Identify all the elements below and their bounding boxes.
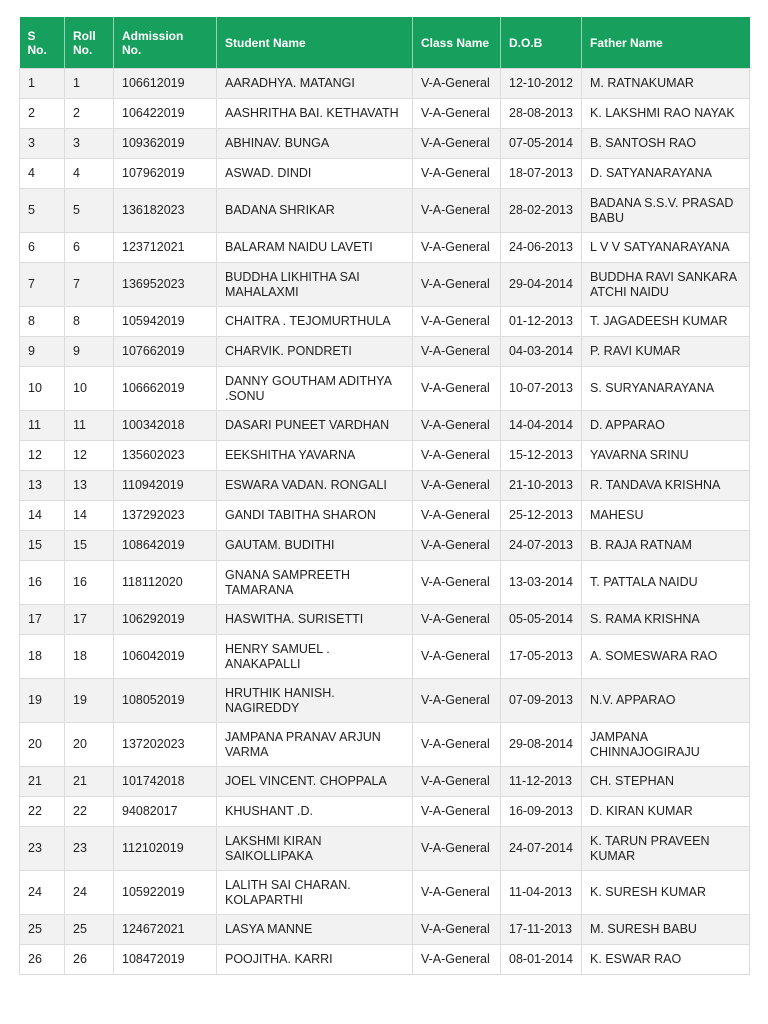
table-row bbox=[20, 605, 750, 635]
cell-roll-no: 10 bbox=[65, 367, 114, 411]
cell-dob: 21-10-2013 bbox=[501, 471, 582, 501]
cell-dob: 28-08-2013 bbox=[501, 99, 582, 129]
cell-father-name: R. TANDAVA KRISHNA bbox=[582, 471, 750, 501]
cell-dob: 12-10-2012 bbox=[501, 69, 582, 99]
cell-class-name: V-A-General bbox=[413, 501, 501, 531]
cell-s-no: 1 bbox=[20, 69, 65, 99]
cell-s-no: 4 bbox=[20, 159, 65, 189]
cell-s-no: 15 bbox=[20, 531, 65, 561]
cell-father-name: A. SOMESWARA RAO bbox=[582, 635, 750, 679]
header-admission-no-line2: No. bbox=[122, 42, 142, 57]
cell-roll-no: 3 bbox=[65, 129, 114, 159]
cell-roll-no: 11 bbox=[65, 411, 114, 441]
header-s-no-line2: No. bbox=[27, 42, 47, 57]
cell-student-name: LAKSHMI KIRAN SAIKOLLIPAKA bbox=[217, 827, 413, 871]
cell-class-name: V-A-General bbox=[413, 797, 501, 827]
cell-admission-no: 106612019 bbox=[114, 69, 217, 99]
cell-s-no: 25 bbox=[20, 915, 65, 945]
cell-student-name: HASWITHA. SURISETTI bbox=[217, 605, 413, 635]
cell-dob: 04-03-2014 bbox=[501, 337, 582, 367]
cell-roll-no: 9 bbox=[65, 337, 114, 367]
cell-roll-no: 26 bbox=[65, 945, 114, 975]
cell-class-name: V-A-General bbox=[413, 561, 501, 605]
cell-admission-no: 108642019 bbox=[114, 531, 217, 561]
header-admission-no-line1: Admission bbox=[122, 28, 184, 43]
cell-admission-no: 106422019 bbox=[114, 99, 217, 129]
cell-s-no: 21 bbox=[20, 767, 65, 797]
header-roll-no-line2: No. bbox=[73, 42, 93, 57]
cell-dob: 29-08-2014 bbox=[501, 723, 582, 767]
cell-s-no: 14 bbox=[20, 501, 65, 531]
table-row bbox=[20, 337, 750, 367]
cell-student-name: CHARVIK. PONDRETI bbox=[217, 337, 413, 367]
cell-roll-no: 20 bbox=[65, 723, 114, 767]
cell-student-name: JOEL VINCENT. CHOPPALA bbox=[217, 767, 413, 797]
cell-dob: 08-01-2014 bbox=[501, 945, 582, 975]
cell-admission-no: 105922019 bbox=[114, 871, 217, 915]
cell-roll-no: 2 bbox=[65, 99, 114, 129]
cell-student-name: POOJITHA. KARRI bbox=[217, 945, 413, 975]
header-s-no bbox=[20, 17, 65, 69]
table-row bbox=[20, 233, 750, 263]
header-roll-no bbox=[65, 17, 114, 69]
cell-father-name: BADANA S.S.V. PRASAD BABU bbox=[582, 189, 750, 233]
cell-student-name: ABHINAV. BUNGA bbox=[217, 129, 413, 159]
header-roll-no-line1: Roll bbox=[73, 28, 96, 43]
cell-class-name: V-A-General bbox=[413, 679, 501, 723]
cell-s-no: 12 bbox=[20, 441, 65, 471]
cell-father-name: N.V. APPARAO bbox=[582, 679, 750, 723]
cell-student-name: ESWARA VADAN. RONGALI bbox=[217, 471, 413, 501]
cell-dob: 17-11-2013 bbox=[501, 915, 582, 945]
cell-roll-no: 12 bbox=[65, 441, 114, 471]
cell-father-name: MAHESU bbox=[582, 501, 750, 531]
table-row bbox=[20, 723, 750, 767]
cell-father-name: K. TARUN PRAVEEN KUMAR bbox=[582, 827, 750, 871]
table-row bbox=[20, 263, 750, 307]
cell-dob: 13-03-2014 bbox=[501, 561, 582, 605]
cell-admission-no: 137202023 bbox=[114, 723, 217, 767]
header-row bbox=[20, 17, 750, 69]
cell-student-name: DANNY GOUTHAM ADITHYA .SONU bbox=[217, 367, 413, 411]
cell-s-no: 20 bbox=[20, 723, 65, 767]
cell-student-name: EEKSHITHA YAVARNA bbox=[217, 441, 413, 471]
cell-class-name: V-A-General bbox=[413, 915, 501, 945]
cell-class-name: V-A-General bbox=[413, 767, 501, 797]
cell-father-name: CH. STEPHAN bbox=[582, 767, 750, 797]
cell-class-name: V-A-General bbox=[413, 411, 501, 441]
table-row bbox=[20, 561, 750, 605]
cell-roll-no: 1 bbox=[65, 69, 114, 99]
cell-roll-no: 17 bbox=[65, 605, 114, 635]
cell-student-name: LALITH SAI CHARAN. KOLAPARTHI bbox=[217, 871, 413, 915]
cell-s-no: 26 bbox=[20, 945, 65, 975]
cell-s-no: 6 bbox=[20, 233, 65, 263]
table-row bbox=[20, 501, 750, 531]
cell-class-name: V-A-General bbox=[413, 263, 501, 307]
cell-student-name: HENRY SAMUEL . ANAKAPALLI bbox=[217, 635, 413, 679]
cell-s-no: 8 bbox=[20, 307, 65, 337]
cell-father-name: L V V SATYANARAYANA bbox=[582, 233, 750, 263]
cell-s-no: 24 bbox=[20, 871, 65, 915]
cell-admission-no: 136952023 bbox=[114, 263, 217, 307]
cell-dob: 11-12-2013 bbox=[501, 767, 582, 797]
cell-student-name: HRUTHIK HANISH. NAGIREDDY bbox=[217, 679, 413, 723]
table-row bbox=[20, 871, 750, 915]
cell-dob: 24-07-2014 bbox=[501, 827, 582, 871]
cell-s-no: 18 bbox=[20, 635, 65, 679]
cell-class-name: V-A-General bbox=[413, 945, 501, 975]
cell-dob: 29-04-2014 bbox=[501, 263, 582, 307]
cell-admission-no: 137292023 bbox=[114, 501, 217, 531]
table-row bbox=[20, 945, 750, 975]
cell-admission-no: 112102019 bbox=[114, 827, 217, 871]
cell-class-name: V-A-General bbox=[413, 723, 501, 767]
cell-admission-no: 94082017 bbox=[114, 797, 217, 827]
table-row bbox=[20, 99, 750, 129]
table-row bbox=[20, 307, 750, 337]
cell-roll-no: 24 bbox=[65, 871, 114, 915]
cell-s-no: 3 bbox=[20, 129, 65, 159]
cell-class-name: V-A-General bbox=[413, 99, 501, 129]
cell-father-name: K. LAKSHMI RAO NAYAK bbox=[582, 99, 750, 129]
cell-father-name: S. RAMA KRISHNA bbox=[582, 605, 750, 635]
cell-father-name: BUDDHA RAVI SANKARA ATCHI NAIDU bbox=[582, 263, 750, 307]
cell-s-no: 5 bbox=[20, 189, 65, 233]
cell-admission-no: 109362019 bbox=[114, 129, 217, 159]
cell-student-name: LASYA MANNE bbox=[217, 915, 413, 945]
cell-student-name: JAMPANA PRANAV ARJUN VARMA bbox=[217, 723, 413, 767]
header-father-name: Father Name bbox=[582, 17, 750, 69]
table-row bbox=[20, 915, 750, 945]
cell-s-no: 13 bbox=[20, 471, 65, 501]
header-class-name: Class Name bbox=[413, 17, 501, 69]
table-row bbox=[20, 679, 750, 723]
cell-student-name: ASWAD. DINDI bbox=[217, 159, 413, 189]
cell-father-name: D. SATYANARAYANA bbox=[582, 159, 750, 189]
cell-roll-no: 4 bbox=[65, 159, 114, 189]
cell-dob: 07-09-2013 bbox=[501, 679, 582, 723]
cell-roll-no: 7 bbox=[65, 263, 114, 307]
table-row bbox=[20, 69, 750, 99]
cell-roll-no: 23 bbox=[65, 827, 114, 871]
cell-roll-no: 18 bbox=[65, 635, 114, 679]
cell-roll-no: 5 bbox=[65, 189, 114, 233]
cell-father-name: B. RAJA RATNAM bbox=[582, 531, 750, 561]
table-row bbox=[20, 189, 750, 233]
cell-dob: 16-09-2013 bbox=[501, 797, 582, 827]
table-body bbox=[20, 69, 750, 975]
cell-class-name: V-A-General bbox=[413, 307, 501, 337]
cell-roll-no: 19 bbox=[65, 679, 114, 723]
cell-father-name: M. SURESH BABU bbox=[582, 915, 750, 945]
cell-father-name: JAMPANA CHINNAJOGIRAJU bbox=[582, 723, 750, 767]
cell-dob: 18-07-2013 bbox=[501, 159, 582, 189]
cell-student-name: CHAITRA . TEJOMURTHULA bbox=[217, 307, 413, 337]
cell-father-name: D. APPARAO bbox=[582, 411, 750, 441]
cell-student-name: GNANA SAMPREETH TAMARANA bbox=[217, 561, 413, 605]
cell-class-name: V-A-General bbox=[413, 69, 501, 99]
cell-roll-no: 22 bbox=[65, 797, 114, 827]
cell-class-name: V-A-General bbox=[413, 233, 501, 263]
student-list-table bbox=[19, 17, 750, 975]
cell-admission-no: 105942019 bbox=[114, 307, 217, 337]
cell-admission-no: 124672021 bbox=[114, 915, 217, 945]
cell-admission-no: 108052019 bbox=[114, 679, 217, 723]
cell-father-name: K. SURESH KUMAR bbox=[582, 871, 750, 915]
cell-admission-no: 108472019 bbox=[114, 945, 217, 975]
cell-roll-no: 14 bbox=[65, 501, 114, 531]
cell-admission-no: 106042019 bbox=[114, 635, 217, 679]
cell-admission-no: 106662019 bbox=[114, 367, 217, 411]
cell-class-name: V-A-General bbox=[413, 605, 501, 635]
table-row bbox=[20, 531, 750, 561]
table-row bbox=[20, 767, 750, 797]
cell-class-name: V-A-General bbox=[413, 189, 501, 233]
cell-dob: 17-05-2013 bbox=[501, 635, 582, 679]
table-header bbox=[20, 17, 750, 69]
cell-dob: 24-07-2013 bbox=[501, 531, 582, 561]
cell-admission-no: 106292019 bbox=[114, 605, 217, 635]
cell-father-name: YAVARNA SRINU bbox=[582, 441, 750, 471]
cell-class-name: V-A-General bbox=[413, 871, 501, 915]
cell-admission-no: 110942019 bbox=[114, 471, 217, 501]
header-student-name: Student Name bbox=[217, 17, 413, 69]
cell-s-no: 17 bbox=[20, 605, 65, 635]
cell-student-name: DASARI PUNEET VARDHAN bbox=[217, 411, 413, 441]
cell-father-name: K. ESWAR RAO bbox=[582, 945, 750, 975]
cell-s-no: 9 bbox=[20, 337, 65, 367]
table-row bbox=[20, 635, 750, 679]
cell-class-name: V-A-General bbox=[413, 471, 501, 501]
cell-student-name: GAUTAM. BUDITHI bbox=[217, 531, 413, 561]
cell-dob: 28-02-2013 bbox=[501, 189, 582, 233]
cell-admission-no: 118112020 bbox=[114, 561, 217, 605]
cell-admission-no: 107962019 bbox=[114, 159, 217, 189]
cell-s-no: 19 bbox=[20, 679, 65, 723]
cell-s-no: 2 bbox=[20, 99, 65, 129]
cell-dob: 01-12-2013 bbox=[501, 307, 582, 337]
table-row bbox=[20, 159, 750, 189]
table-row bbox=[20, 441, 750, 471]
header-s-no-line1: S bbox=[27, 28, 36, 43]
cell-dob: 24-06-2013 bbox=[501, 233, 582, 263]
cell-student-name: KHUSHANT .D. bbox=[217, 797, 413, 827]
table-row bbox=[20, 797, 750, 827]
cell-roll-no: 13 bbox=[65, 471, 114, 501]
cell-student-name: GANDI TABITHA SHARON bbox=[217, 501, 413, 531]
cell-class-name: V-A-General bbox=[413, 367, 501, 411]
cell-s-no: 16 bbox=[20, 561, 65, 605]
header-admission-no bbox=[114, 17, 217, 69]
cell-dob: 11-04-2013 bbox=[501, 871, 582, 915]
table-row bbox=[20, 827, 750, 871]
cell-student-name: BUDDHA LIKHITHA SAI MAHALAXMI bbox=[217, 263, 413, 307]
cell-roll-no: 8 bbox=[65, 307, 114, 337]
cell-admission-no: 100342018 bbox=[114, 411, 217, 441]
cell-admission-no: 101742018 bbox=[114, 767, 217, 797]
cell-dob: 15-12-2013 bbox=[501, 441, 582, 471]
cell-s-no: 22 bbox=[20, 797, 65, 827]
cell-s-no: 10 bbox=[20, 367, 65, 411]
cell-admission-no: 136182023 bbox=[114, 189, 217, 233]
cell-father-name: B. SANTOSH RAO bbox=[582, 129, 750, 159]
cell-father-name: M. RATNAKUMAR bbox=[582, 69, 750, 99]
cell-roll-no: 16 bbox=[65, 561, 114, 605]
cell-dob: 14-04-2014 bbox=[501, 411, 582, 441]
cell-dob: 05-05-2014 bbox=[501, 605, 582, 635]
cell-s-no: 11 bbox=[20, 411, 65, 441]
cell-roll-no: 15 bbox=[65, 531, 114, 561]
cell-s-no: 7 bbox=[20, 263, 65, 307]
cell-student-name: AASHRITHA BAI. KETHAVATH bbox=[217, 99, 413, 129]
cell-admission-no: 123712021 bbox=[114, 233, 217, 263]
table-row bbox=[20, 471, 750, 501]
cell-class-name: V-A-General bbox=[413, 531, 501, 561]
cell-student-name: AARADHYA. MATANGI bbox=[217, 69, 413, 99]
cell-roll-no: 25 bbox=[65, 915, 114, 945]
cell-class-name: V-A-General bbox=[413, 337, 501, 367]
cell-father-name: D. KIRAN KUMAR bbox=[582, 797, 750, 827]
cell-admission-no: 107662019 bbox=[114, 337, 217, 367]
table-row bbox=[20, 367, 750, 411]
cell-class-name: V-A-General bbox=[413, 129, 501, 159]
cell-s-no: 23 bbox=[20, 827, 65, 871]
student-list-table-container bbox=[19, 17, 749, 975]
cell-roll-no: 21 bbox=[65, 767, 114, 797]
table-row bbox=[20, 129, 750, 159]
cell-class-name: V-A-General bbox=[413, 827, 501, 871]
cell-father-name: T. JAGADEESH KUMAR bbox=[582, 307, 750, 337]
cell-father-name: P. RAVI KUMAR bbox=[582, 337, 750, 367]
cell-student-name: BALARAM NAIDU LAVETI bbox=[217, 233, 413, 263]
cell-admission-no: 135602023 bbox=[114, 441, 217, 471]
cell-dob: 25-12-2013 bbox=[501, 501, 582, 531]
table-row bbox=[20, 411, 750, 441]
cell-student-name: BADANA SHRIKAR bbox=[217, 189, 413, 233]
cell-father-name: T. PATTALA NAIDU bbox=[582, 561, 750, 605]
cell-father-name: S. SURYANARAYANA bbox=[582, 367, 750, 411]
cell-class-name: V-A-General bbox=[413, 635, 501, 679]
cell-roll-no: 6 bbox=[65, 233, 114, 263]
cell-class-name: V-A-General bbox=[413, 441, 501, 471]
cell-class-name: V-A-General bbox=[413, 159, 501, 189]
header-dob: D.O.B bbox=[501, 17, 582, 69]
cell-dob: 07-05-2014 bbox=[501, 129, 582, 159]
cell-dob: 10-07-2013 bbox=[501, 367, 582, 411]
